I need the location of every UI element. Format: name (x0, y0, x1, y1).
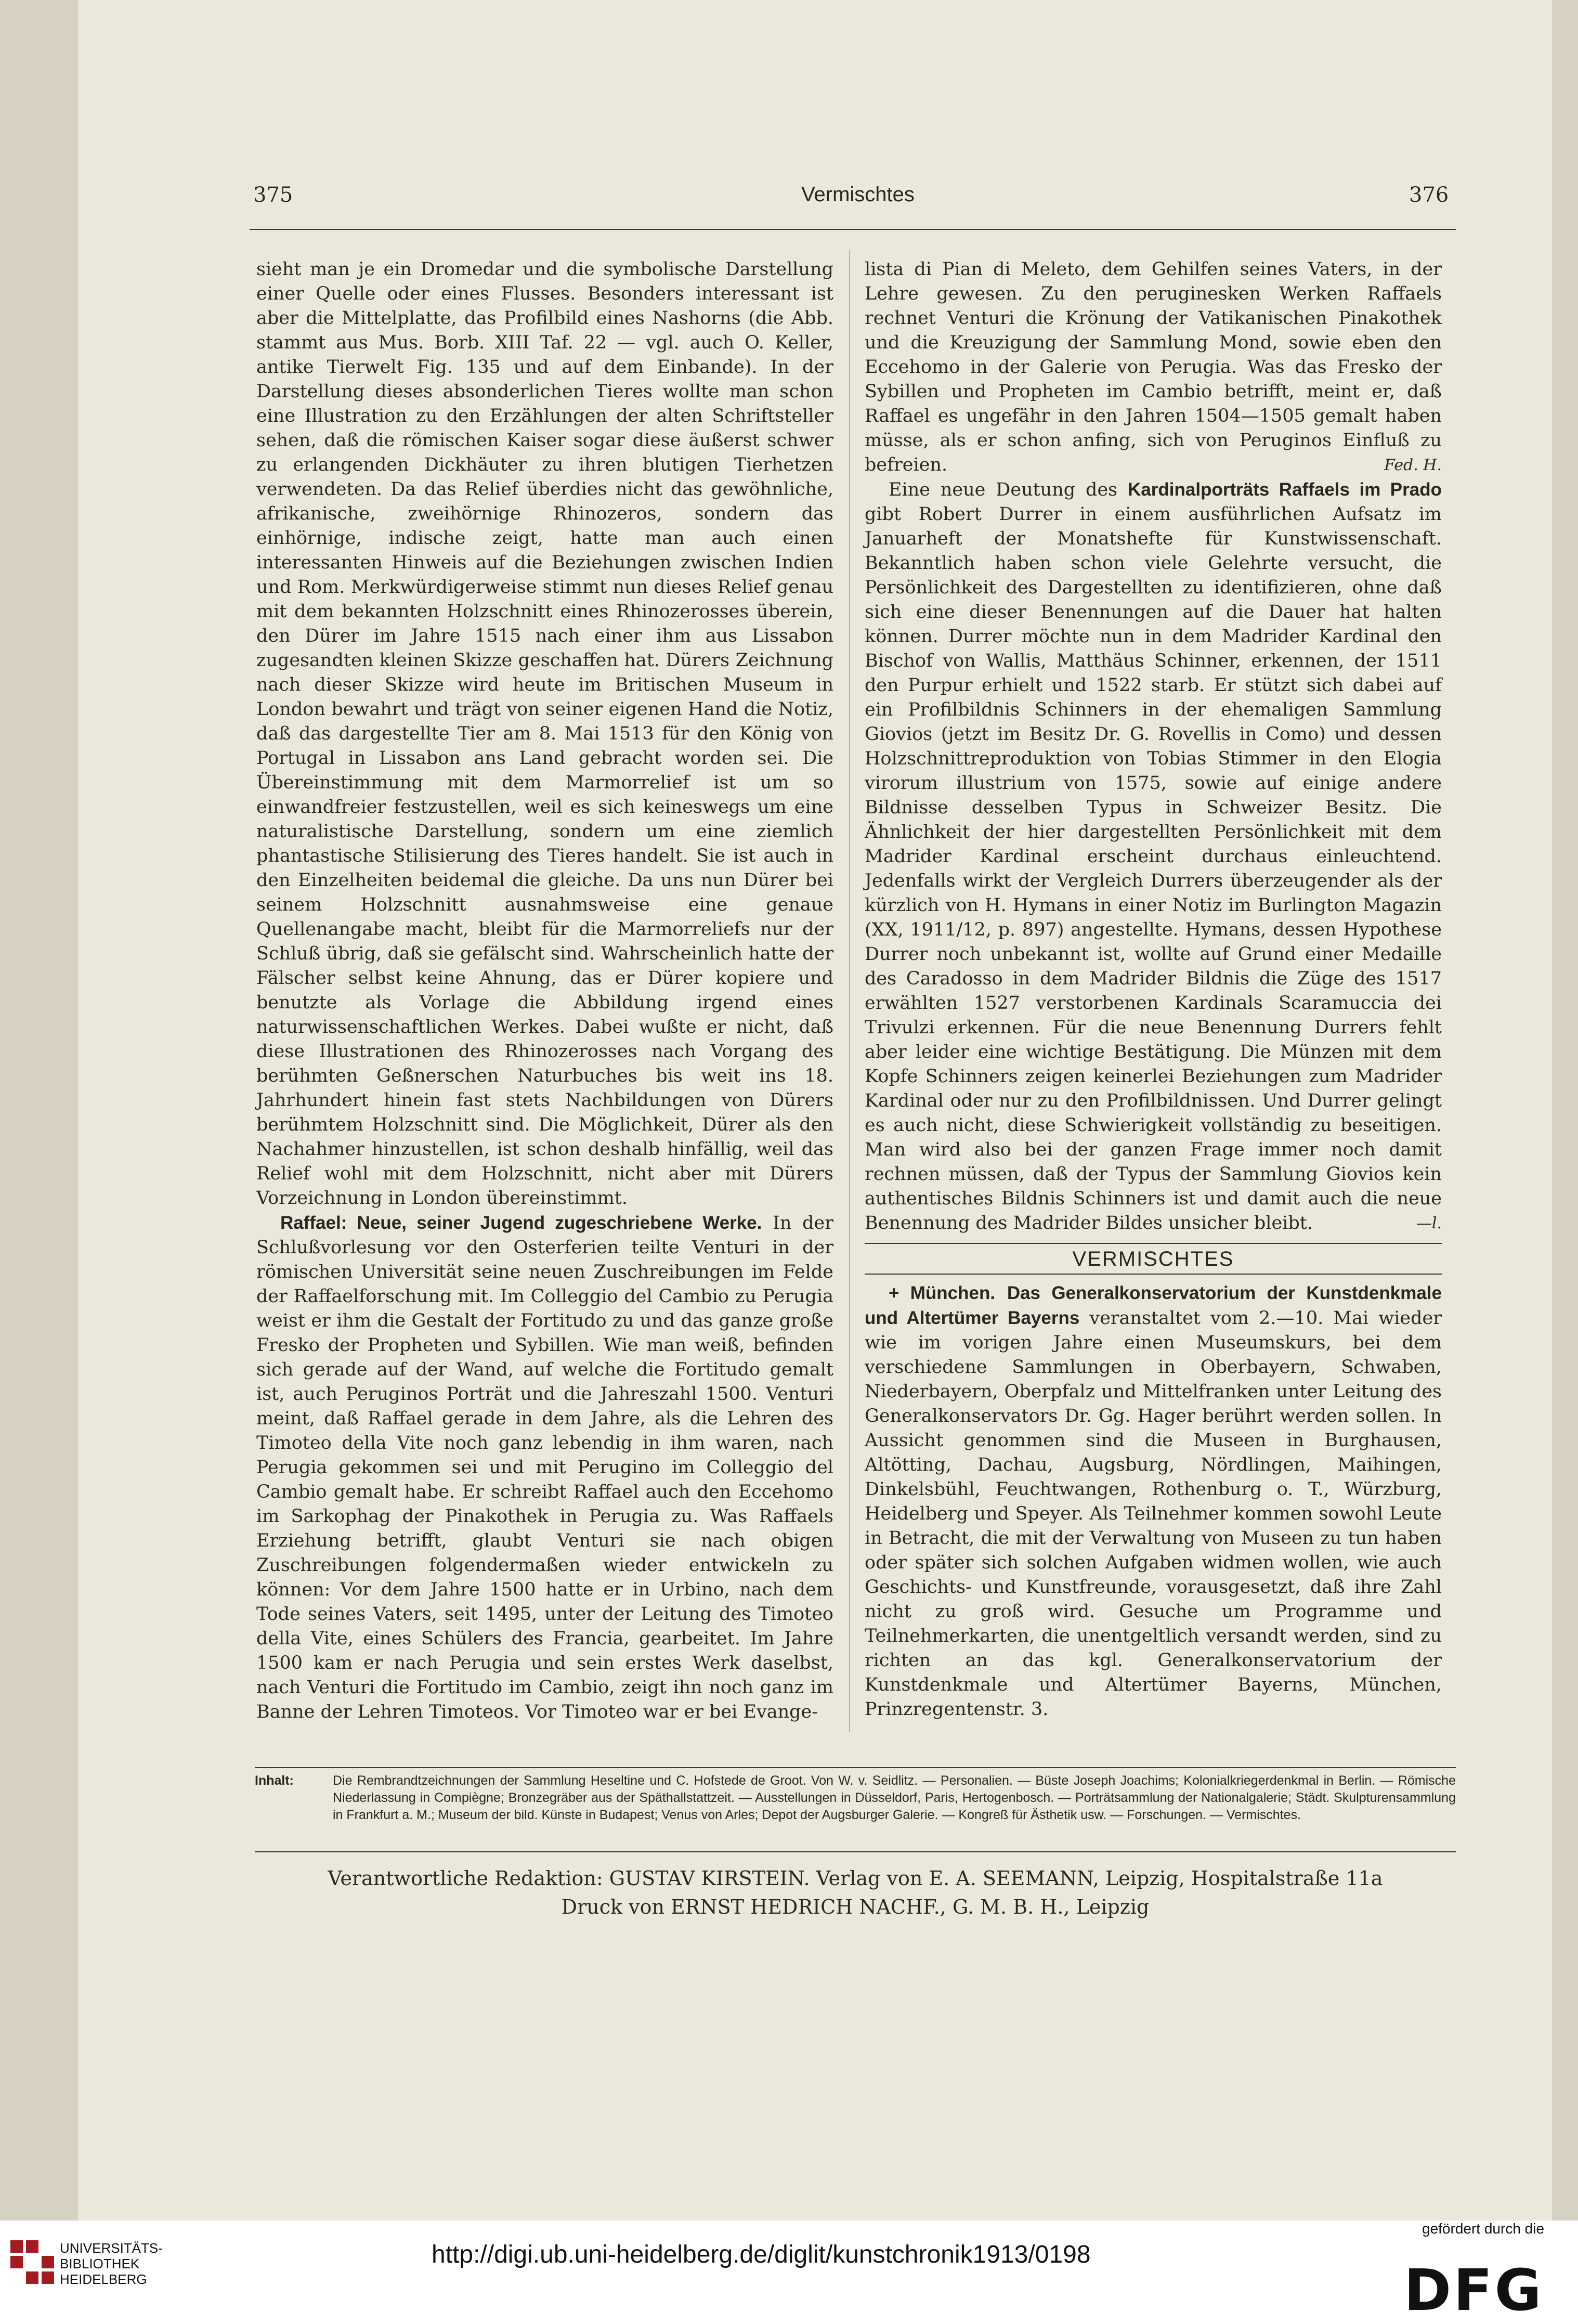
column-divider (849, 250, 850, 1732)
dfg-logo: DFG (1404, 2257, 1544, 2323)
imprint (255, 1864, 1456, 1921)
section-title: VERMISCHTES (865, 1243, 1442, 1275)
article-raffael-text: In der Schlußvorlesung vor den Osterferien teilte Venturi in der römischen Universität seine neuen Zuschreibungen im Felde der Raffaelforschung mit. Im Colleggio del Cambio zu Perugia weist er ihm die Gestalt der Fortitudo zu und das ganze große Fresko der Propheten und Sybillen. Wie man weiß, befinden sich gerade auf der Wand, auf welche die Fortitudo gemalt ist, auch Peruginos Porträt und die Jahreszahl 1500. Venturi meint, daß Raffael gerade in dem Jahre, als die Lehren des Timoteo della Vite noch ganz lebendig in ihm waren, nach Perugia gekommen sei und mit Perugino im Colleggio del Cambio gemalt habe. Er schreibt Raffael auch den Eccehomo im Sarkophag der Pinakothek in Perugia zu. Was Raffaels Erziehung betrifft, glaubt Venturi sie nach obigen Zuschreibungen folgendermaßen wieder entwickeln zu können: Vor dem Jahre 1500 hatte er in Urbino, nach dem Tode seines Vaters, seit 1495, unter der Leitung des Timoteo della Vite, eines Schülers des Francia, gearbeitet. Im Jahre 1500 kam er nach Perugia und sein erstes Werk daselbst, nach Venturi die Fortitudo im Cambio, zeigt ihn noch ganz im Banne der Lehren Timoteos. Vor Timoteo war er bei Evange- (256, 1213, 833, 1722)
article-raffael-heading: Raffael: Neue, seiner Jugend zugeschriebene Werke. (280, 1213, 762, 1233)
right-column (865, 257, 1442, 1722)
article-raffael-continued-text: lista di Pian di Meleto, dem Gehilfen seines Vaters, in der Lehre gewesen. Zu den peruginesken Werken Raffaels rechnet Venturi die Krönung der Vatikanischen Pinakothek und die Kreuzigung der Sammlung Mond, sowie eben den Eccehomo in der Galerie von Perugia. Was das Fresko der Sybillen und Propheten im Cambio betrifft, meint er, daß Raffael es ungefähr in den Jahren 1504—1505 gemalt haben müsse, als er schon anfing, sich von Peruginos Einfluß zu befreien. (865, 259, 1442, 475)
article-muenchen-text: veranstaltet vom 2.—10. Mai wieder wie im vorigen Jahre einen Museumskurs, bei dem verschiedene Sammlungen in Oberbayern, Schwaben, Niederbayern, Oberpfalz und Mittelfranken unter Leitung des Generalkonservators Dr. Gg. Hager berührt werden sollen. In Aussicht genommen sind die Museen in Burghausen, Altötting, Dachau, Augsburg, Nördlingen, Maihingen, Dinkelsbühl, Feuchtwangen, Rothenburg o. T., Würzburg, Heidelberg und Speyer. Als Teilnehmer kommen sowohl Leute in Betracht, die mit der Verwaltung von Museen zu tun haben oder später sich solchen Aufgaben widmen wollen, wie auch Geschichts- und Kunstfreunde, vorausgesetzt, daß ihre Zahl nicht zu groß wird. Gesuche um Programme und Teilnehmerkarten, die unentgeltlich versandt werden, sind zu richten an das kgl. Generalkonservatorium der Kunstdenkmale und Altertümer Bayerns, München, Prinzregentenstr. 3. (865, 1308, 1442, 1720)
left-column (256, 257, 833, 1724)
contents-label: Inhalt: (255, 1773, 294, 1788)
header-rule (250, 229, 1456, 230)
article-raffael-continued (865, 257, 1442, 477)
right-page-number: 376 (1409, 183, 1449, 207)
article-muenchen-place: + München. (889, 1283, 996, 1303)
table-of-contents (255, 1767, 1456, 1824)
author-signature: —l. (1416, 1214, 1442, 1232)
article-kardinal-text: gibt Robert Durrer in einem ausführlichen Aufsatz im Januarheft der Monatshefte für Kunstwissenschaft. Bekanntlich haben schon viele Gelehrte versucht, die Persönlichkeit des Dargestellten zu identifizieren, ohne daß sich eine dieser Benennungen auf die Dauer hat halten können. Durrer möchte nun in dem Madrider Kardinal den Bischof von Wallis, Matthäus Schinner, erkennen, der 1511 den Purpur erhielt und 1522 starb. Er stützt sich dabei auf ein Profilbildnis Schinners in der ehemaligen Sammlung Giovios (jetzt im Besitz Dr. G. Rovellis in Como) und dessen Holzschnittreproduktion von Tobias Stimmer in den Elogia virorum illustrium von 1575, sowie auf einige andere Bildnisse desselben Typus in Schweizer Besitz. Die Ähnlichkeit der hier dargestellten Persönlichkeit mit dem Madrider Kardinal erscheint durchaus einleuchtend. Jedenfalls wirkt der Vergleich Durrers überzeugender als der kürzlich von H. Hymans in einer Notiz im Burlington Magazin (XX, 1911/12, p. 897) angestellte. Hymans, dessen Hypothese Durrer noch unbekannt ist, wollte auf Grund einer Medaille des Caradosso in dem Madrider Bildnis die Züge des 1517 erwählten 1527 verstorbenen Kardinals Scaramuccia dei Trivulzi erkennen. Für die neue Benennung Durrers fehlt aber leider eine wichtige Bestätigung. Die Münzen mit dem Kopfe Schinners zeigen keinerlei Beziehungen zum Madrider Kardinal oder nur zu den Profilbildnissen. Und Durrer gelingt es auch nicht, diese Schwierigkeit vollständig zu beseitigen. Man wird also bei der ganzen Frage immer noch damit rechnen müssen, daß der Typus der Sammlung Giovios kein authentisches Bildnis Schinners ist und damit auch die neue Benennung des Madrider Bildes unsicher bleibt. (865, 504, 1442, 1234)
permalink[interactable]: http://digi.ub.uni-heidelberg.de/diglit/kunstchronik1913/0198 (432, 2241, 1091, 2268)
article-rhinoceros-text: sieht man je ein Dromedar und die symbolische Darstellung einer Quelle oder eines Flusses. Besonders interessant ist aber die Mittelplatte, das Profilbild eines Nashorns (die Abb. stammt aus Mus. Borb. XIII Taf. 22 — vgl. auch O. Keller, antike Tierwelt Fig. 135 und auf dem Einbande). In der Darstellung dieses absonderlichen Tieres wollte man schon eine Illustration zu den Erzählungen der alten Schriftsteller sehen, daß die römischen Kaiser sogar diese äußerst schwer zu erlangenden Dickhäuter zu ihren blutigen Tierhetzen verwendeten. Da das Relief überdies nicht das gewöhnliche, afrikanische, zweihörnige Rhinozeros, sondern das einhörnige, indische zeigt, hatte man auch einen interessanten Hinweis auf die Beziehungen zwischen Indien und Rom. Merkwürdigerweise stimmt nun dieses Relief genau mit dem bekannten Holzschnitt eines Rhinozerosses überein, den Dürer im Jahre 1515 nach einer ihm aus Lissabon zugesandten kleinen Skizze geschaffen hat. Dürers Zeichnung nach dieser Skizze wird heute im Britischen Museum in London bewahrt und trägt von seiner eigenen Hand die Notiz, daß das dargestellte Tier am 8. Mai 1513 für den König von Portugal in Lissabon ans Land gebracht worden sei. Die Übereinstimmung mit dem Marmorrelief ist um so einwandfreier festzustellen, weil es sich keineswegs um eine naturalistische Darstellung, sondern um eine ziemlich phantastische Stilisierung des Tieres handelt. Sie ist auch in den Einzelheiten beidemal die gleiche. Da uns nun Dürer bei seinem Holzschnitt ausnahmsweise eine genaue Quellenangabe macht, bleibt für die Marmorreliefs nur der Schluß übrig, daß sie gefälscht sind. Wahrscheinlich hatte der Fälscher selbst keine Ahnung, das er Dürer kopiere und benutzte als Vorlage die Abbildung irgend eines naturwissenschaftlichen Werkes. Dabei wußte er nicht, daß diese Illustrationen des Rhinozerosses nach Vorgang des berühmten Geßnerschen Naturbuches bis weit ins 18. Jahrhundert hinein fast stets Nachbildungen von Dürers berühmtem Holzschnitt sind. Die Möglichkeit, Dürer als den Nachahmer hinzustellen, ist schon deshalb hinfällig, weil das Relief wohl mit dem Holzschnitt, nicht aber mit Dürers Vorzeichnung in London übereinstimmt. (256, 259, 833, 1209)
imprint-printer: Druck von ERNST HEDRICH NACHF., G. M. B. H., Leipzig (561, 1895, 1150, 1918)
contents-rule (255, 1851, 1456, 1852)
article-muenchen-heading: Das Generalkonservatorium der Kunstdenkmale und Altertümer Bayerns (865, 1283, 1442, 1328)
running-head: Vermischtes (801, 183, 915, 206)
contents-text: Die Rembrandtzeichnungen der Sammlung Heseltine und C. Hofstede de Groot. Von W. v. Seidlitz. — Personalien. — Büste Joseph Joachims; Kolonialkriegerdenkmal in Berlin. — Römische Niederlassung in Compiègne; Bronzegräber aus der Späthallstattzeit. — Ausstellungen in Düsseldorf, Paris, Hertogenbosch. — Porträtsammlung der Nationalgalerie; Städt. Skulpturensammlung in Frankfurt a. M.; Museum der bild. Künste in Budapest; Venus von Arles; Depot der Augsburger Galerie. — Kongreß für Ästhetik usw. — Forschungen. — Vermischtes. (333, 1773, 1456, 1822)
article-raffael (256, 1211, 833, 1724)
library-name: UNIVERSITÄTS- BIBLIOTHEK HEIDELBERG (60, 2240, 163, 2287)
left-page-number: 375 (253, 183, 293, 207)
author-signature: Fed. H. (1384, 456, 1442, 474)
article-kardinal-heading: Kardinalporträts Raffaels im Prado (1128, 479, 1442, 500)
article-kardinal-lead: Eine neue Deutung des (889, 479, 1118, 500)
article-muenchen (865, 1281, 1442, 1722)
footer-band (0, 2221, 1578, 2324)
funding-note: gefördert durch die (1422, 2221, 1545, 2237)
article-kardinal (865, 477, 1442, 1236)
university-logo-icon (10, 2236, 55, 2319)
imprint-editorial: Verantwortliche Redaktion: GUSTAV KIRSTEIN. Verlag von E. A. SEEMANN, Leipzig, Hospitalstraße 11a (328, 1867, 1383, 1890)
